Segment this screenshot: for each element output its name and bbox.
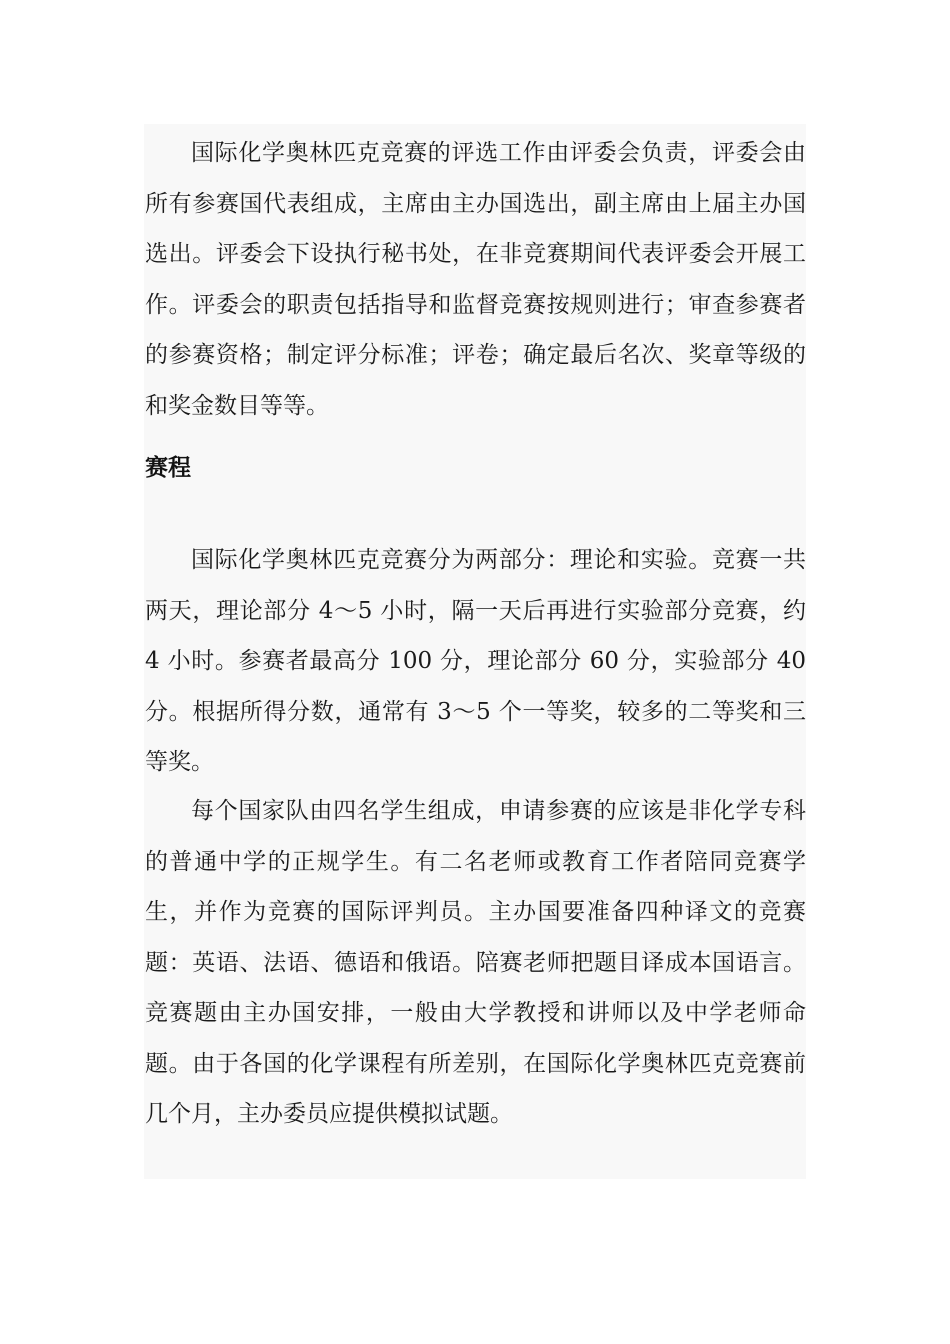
paragraph-judging-committee: 国际化学奥林匹克竞赛的评选工作由评委会负责，评委会由所有参赛国代表组成，主席由主办国选出，副主席由上届主办国选出。评委会下设执行秘书处，在非竞赛期间代表评委会开展工作。评委会的职责包括指导和监督竞赛按规则进行；审查参赛者的参赛资格；制定评分标准；评卷；确定最后名次、奖章等级的和奖金数目等等。	[145, 140, 806, 419]
paragraph-team-composition: 每个国家队由四名学生组成，申请参赛的应该是非化学专科的普通中学的正规学生。有二名老师或教育工作者陪同竞赛学生，并作为竞赛的国际评判员。主办国要准备四种译文的竞赛题：英语、法语、德语和俄语。陪赛老师把题目译成本国语言。竞赛题由主办国安排，一般由大学教授和讲师以及中学老师命题。由于各国的化学课程有所差别，在国际化学奥林匹克竞赛前几个月，主办委员应提供模拟试题。	[145, 798, 806, 1127]
section-heading-schedule: 赛程	[145, 455, 191, 481]
paragraph-competition-format: 国际化学奥林匹克竞赛分为两部分：理论和实验。竞赛一共两天，理论部分 4～5 小时，隔一天后再进行实验部分竞赛，约 4 小时。参赛者最高分 100 分，理论部分 60 分，实验部分 40 分。根据所得分数，通常有 3～5 个一等奖，较多的二等奖和三等奖。	[145, 547, 806, 775]
